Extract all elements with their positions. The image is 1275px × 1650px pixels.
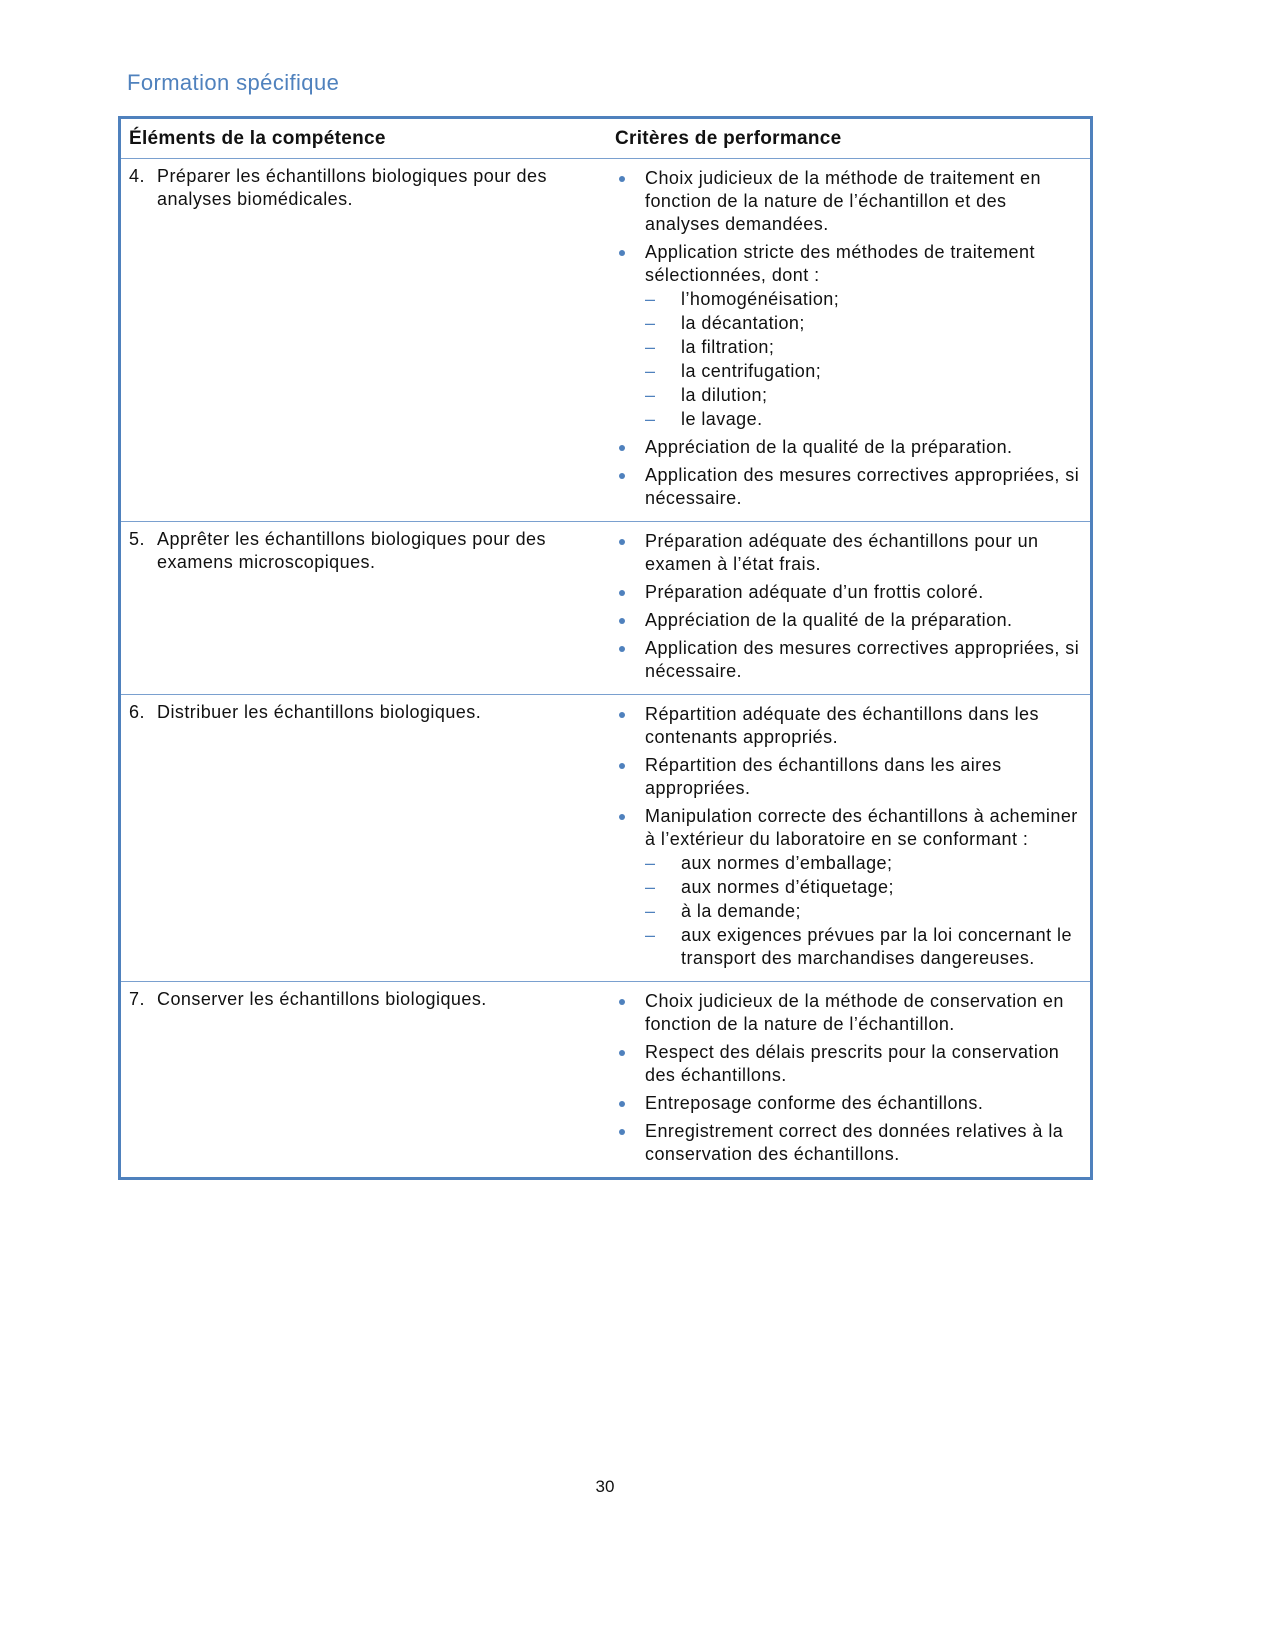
sub-criterion-item — [645, 408, 1082, 431]
bullet-icon — [619, 590, 625, 596]
criterion-item — [615, 637, 1082, 683]
bullet-icon — [619, 999, 625, 1005]
criterion-text: Entreposage conforme des échantillons. — [645, 1093, 984, 1113]
section-title: Formation spécifique — [127, 70, 340, 95]
sub-criterion-item — [645, 852, 1082, 875]
criteria-list — [615, 530, 1082, 683]
criteria-list — [615, 167, 1082, 510]
header-elements: Éléments de la compétence — [120, 118, 608, 159]
table-row — [120, 522, 1092, 695]
sub-criterion-text: la filtration; — [681, 337, 775, 357]
bullet-icon — [619, 814, 625, 820]
element-number: 7. — [129, 989, 145, 1009]
sub-criterion-item — [645, 384, 1082, 407]
dash-icon: – — [645, 877, 656, 897]
criterion-text: Application stricte des méthodes de traitement sélectionnées, dont : — [645, 242, 1035, 285]
sub-criteria-list — [645, 852, 1082, 970]
criteria-cell — [607, 522, 1092, 695]
bullet-icon — [619, 445, 625, 451]
dash-icon: – — [645, 901, 656, 921]
competence-element — [129, 528, 599, 574]
element-number: 6. — [129, 702, 145, 722]
sub-criterion-item — [645, 360, 1082, 383]
criterion-text: Préparation adéquate des échantillons pour un examen à l’état frais. — [645, 531, 1039, 574]
criterion-item — [615, 1092, 1082, 1115]
criterion-item — [615, 167, 1082, 236]
sub-criterion-text: la dilution; — [681, 385, 768, 405]
page-number: 30 — [595, 1477, 615, 1496]
sub-criterion-text: aux normes d’emballage; — [681, 853, 893, 873]
sub-criteria-list — [645, 288, 1082, 431]
criterion-text: Choix judicieux de la méthode de conservation en fonction de la nature de l’échantillon. — [645, 991, 1064, 1034]
element-text: Distribuer les échantillons biologiques. — [157, 702, 482, 722]
criterion-text: Manipulation correcte des échantillons à acheminer à l’extérieur du laboratoire en se conformant : — [645, 806, 1078, 849]
criteria-cell — [607, 159, 1092, 522]
dash-icon: – — [645, 337, 656, 357]
element-cell — [120, 522, 608, 695]
sub-criterion-text: le lavage. — [681, 409, 763, 429]
bullet-icon — [619, 176, 625, 182]
criterion-text: Répartition adéquate des échantillons dans les contenants appropriés. — [645, 704, 1039, 747]
criteria-cell — [607, 982, 1092, 1179]
bullet-icon — [619, 1101, 625, 1107]
competence-table — [118, 116, 1093, 1180]
criterion-item — [615, 1041, 1082, 1087]
element-cell — [120, 982, 608, 1179]
criterion-item — [615, 436, 1082, 459]
bullet-icon — [619, 539, 625, 545]
table-row — [120, 982, 1092, 1179]
criterion-item — [615, 990, 1082, 1036]
table-row — [120, 159, 1092, 522]
bullet-icon — [619, 1050, 625, 1056]
criterion-item — [615, 581, 1082, 604]
element-number: 4. — [129, 166, 145, 186]
competence-element — [129, 165, 599, 211]
criterion-text: Respect des délais prescrits pour la conservation des échantillons. — [645, 1042, 1060, 1085]
competence-element — [129, 988, 599, 1011]
sub-criterion-item — [645, 336, 1082, 359]
element-cell — [120, 695, 608, 982]
element-text: Conserver les échantillons biologiques. — [157, 989, 487, 1009]
table-header-row — [120, 118, 1092, 159]
criterion-item — [615, 703, 1082, 749]
criteria-list — [615, 990, 1082, 1166]
dash-icon: – — [645, 925, 656, 945]
element-text: Apprêter les échantillons biologiques pour des examens microscopiques. — [157, 529, 546, 572]
sub-criterion-item — [645, 312, 1082, 335]
criteria-cell — [607, 695, 1092, 982]
sub-criterion-item — [645, 288, 1082, 311]
bullet-icon — [619, 763, 625, 769]
criterion-text: Répartition des échantillons dans les aires appropriées. — [645, 755, 1002, 798]
competence-element — [129, 701, 599, 724]
dash-icon: – — [645, 313, 656, 333]
criterion-item — [615, 754, 1082, 800]
bullet-icon — [619, 712, 625, 718]
sub-criterion-item — [645, 876, 1082, 899]
sub-criterion-text: aux normes d’étiquetage; — [681, 877, 894, 897]
criterion-item — [615, 464, 1082, 510]
sub-criterion-text: l’homogénéisation; — [681, 289, 840, 309]
criterion-item — [615, 1120, 1082, 1166]
bullet-icon — [619, 1129, 625, 1135]
dash-icon: – — [645, 409, 656, 429]
dash-icon: – — [645, 289, 656, 309]
header-criteria: Critères de performance — [607, 118, 1092, 159]
element-text: Préparer les échantillons biologiques pour des analyses biomédicales. — [157, 166, 547, 209]
dash-icon: – — [645, 361, 656, 381]
element-cell — [120, 159, 608, 522]
bullet-icon — [619, 646, 625, 652]
criterion-item — [615, 609, 1082, 632]
bullet-icon — [619, 250, 625, 256]
criterion-text: Préparation adéquate d’un frottis coloré. — [645, 582, 984, 602]
criterion-text: Choix judicieux de la méthode de traitement en fonction de la nature de l’échantillon et des analyses demandées. — [645, 168, 1041, 234]
sub-criterion-item — [645, 924, 1082, 970]
criterion-text: Enregistrement correct des données relatives à la conservation des échantillons. — [645, 1121, 1064, 1164]
criterion-text: Application des mesures correctives appropriées, si nécessaire. — [645, 638, 1080, 681]
table-row — [120, 695, 1092, 982]
criterion-text: Application des mesures correctives appropriées, si nécessaire. — [645, 465, 1080, 508]
sub-criterion-item — [645, 900, 1082, 923]
bullet-icon — [619, 473, 625, 479]
sub-criterion-text: la décantation; — [681, 313, 805, 333]
dash-icon: – — [645, 853, 656, 873]
sub-criterion-text: à la demande; — [681, 901, 801, 921]
criterion-item — [615, 530, 1082, 576]
bullet-icon — [619, 618, 625, 624]
criterion-item — [615, 241, 1082, 431]
sub-criterion-text: la centrifugation; — [681, 361, 822, 381]
criterion-text: Appréciation de la qualité de la préparation. — [645, 437, 1013, 457]
criterion-item — [615, 805, 1082, 970]
sub-criterion-text: aux exigences prévues par la loi concernant le transport des marchandises dangereuses. — [681, 925, 1072, 968]
dash-icon: – — [645, 385, 656, 405]
criterion-text: Appréciation de la qualité de la préparation. — [645, 610, 1013, 630]
criteria-list — [615, 703, 1082, 970]
element-number: 5. — [129, 529, 145, 549]
